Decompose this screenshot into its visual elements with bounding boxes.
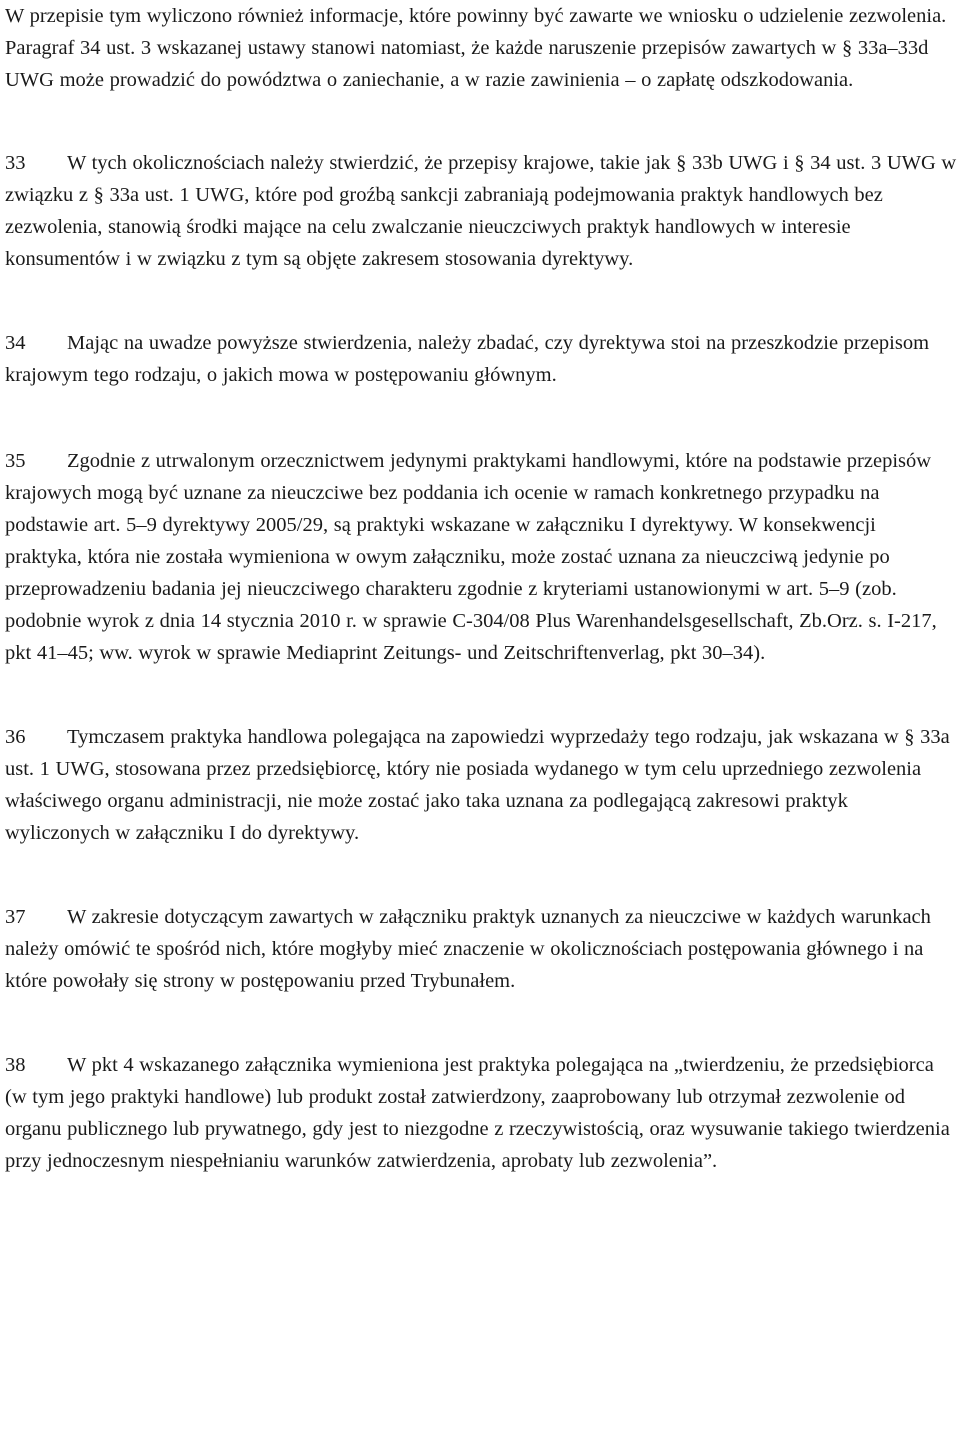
document-page <box>5 0 957 1177</box>
paragraph-36 <box>5 721 957 849</box>
paragraph-number: 35 <box>5 450 26 472</box>
paragraph-number: 37 <box>5 906 26 928</box>
paragraph-number: 34 <box>5 332 26 354</box>
paragraph-37 <box>5 901 957 997</box>
paragraph-38 <box>5 1049 957 1177</box>
paragraph-text: W przepisie tym wyliczono również informacje, które powinny być zawarte we wniosku o udzielenie zezwolenia. Paragraf 34 ust. 3 wskazanej ustawy stanowi natomiast, że każde naruszenie przepisów zawartych w § 33a–33d UWG może prowadzić do powództwa o zaniechanie, a w razie zawinienia – o zapłatę odszkodowania. <box>5 5 947 91</box>
paragraph-33 <box>5 147 957 275</box>
paragraph-text: Tymczasem praktyka handlowa polegająca na zapowiedzi wyprzedaży tego rodzaju, jak wskazana w § 33a ust. 1 UWG, stosowana przez przedsiębiorcę, który nie posiada wydanego w tym celu uprzedniego zezwolenia właściwego organu administracji, nie może zostać jako taka uznana za podlegającą zakresowi praktyk wyliczonych w załączniku I do dyrektywy. <box>5 726 950 844</box>
paragraph-number: 33 <box>5 152 26 174</box>
paragraph-text: Zgodnie z utrwalonym orzecznictwem jedynymi praktykami handlowymi, które na podstawie przepisów krajowych mogą być uznane za nieuczciwe bez poddania ich ocenie w ramach konkretnego przypadku na podstawie art. 5–9 dyrektywy 2005/29, są praktyki wskazane w załączniku I dyrektywy. W konsekwencji praktyka, która nie została wymieniona w owym załączniku, może zostać uznana za nieuczciwą jedynie po przeprowadzeniu badania jej nieuczciwego charakteru zgodnie z kryteriami ustanowionymi w art. 5–9 (zob. podobnie wyrok z dnia 14 stycznia 2010 r. w sprawie C‑304/08 Plus Warenhandelsgesellschaft, Zb.Orz. s. I‑217, pkt 41–45; ww. wyrok w sprawie Mediaprint Zeitungs- und Zeitschriftenverlag, pkt 30–34). <box>5 450 937 664</box>
paragraph-text: Mając na uwadze powyższe stwierdzenia, należy zbadać, czy dyrektywa stoi na przeszkodzie przepisom krajowym tego rodzaju, o jakich mowa w postępowaniu głównym. <box>5 332 930 386</box>
paragraph-text: W tych okolicznościach należy stwierdzić, że przepisy krajowe, takie jak § 33b UWG i § 34 ust. 3 UWG w związku z § 33a ust. 1 UWG, które pod groźbą sankcji zabraniają podejmowania praktyk handlowych bez zezwolenia, stanowią środki mające na celu zwalczanie nieuczciwych praktyk handlowych w interesie konsumentów i w związku z tym są objęte zakresem stosowania dyrektywy. <box>5 152 957 270</box>
paragraph-number: 36 <box>5 726 26 748</box>
paragraph-text: W zakresie dotyczącym zawartych w załączniku praktyk uznanych za nieuczciwe w każdych warunkach należy omówić te spośród nich, które mogłyby mieć znaczenie w okolicznościach postępowania głównego i na które powołały się strony w postępowaniu przed Trybunałem. <box>5 906 931 992</box>
paragraph-text: W pkt 4 wskazanego załącznika wymieniona jest praktyka polegająca na „twierdzeniu, że przedsiębiorca (w tym jego praktyki handlowe) lub produkt został zatwierdzony, zaaprobowany lub otrzymał zezwolenie od organu publicznego lub prywatnego, gdy jest to niezgodne z rzeczywistością, oraz wysuwanie takiego twierdzenia przy jednoczesnym niespełnianiu warunków zatwierdzenia, aprobaty lub zezwolenia”. <box>5 1054 950 1172</box>
paragraph-35 <box>5 445 957 669</box>
paragraph-number: 38 <box>5 1054 26 1076</box>
intro-paragraph <box>5 0 957 96</box>
paragraph-34 <box>5 327 957 391</box>
